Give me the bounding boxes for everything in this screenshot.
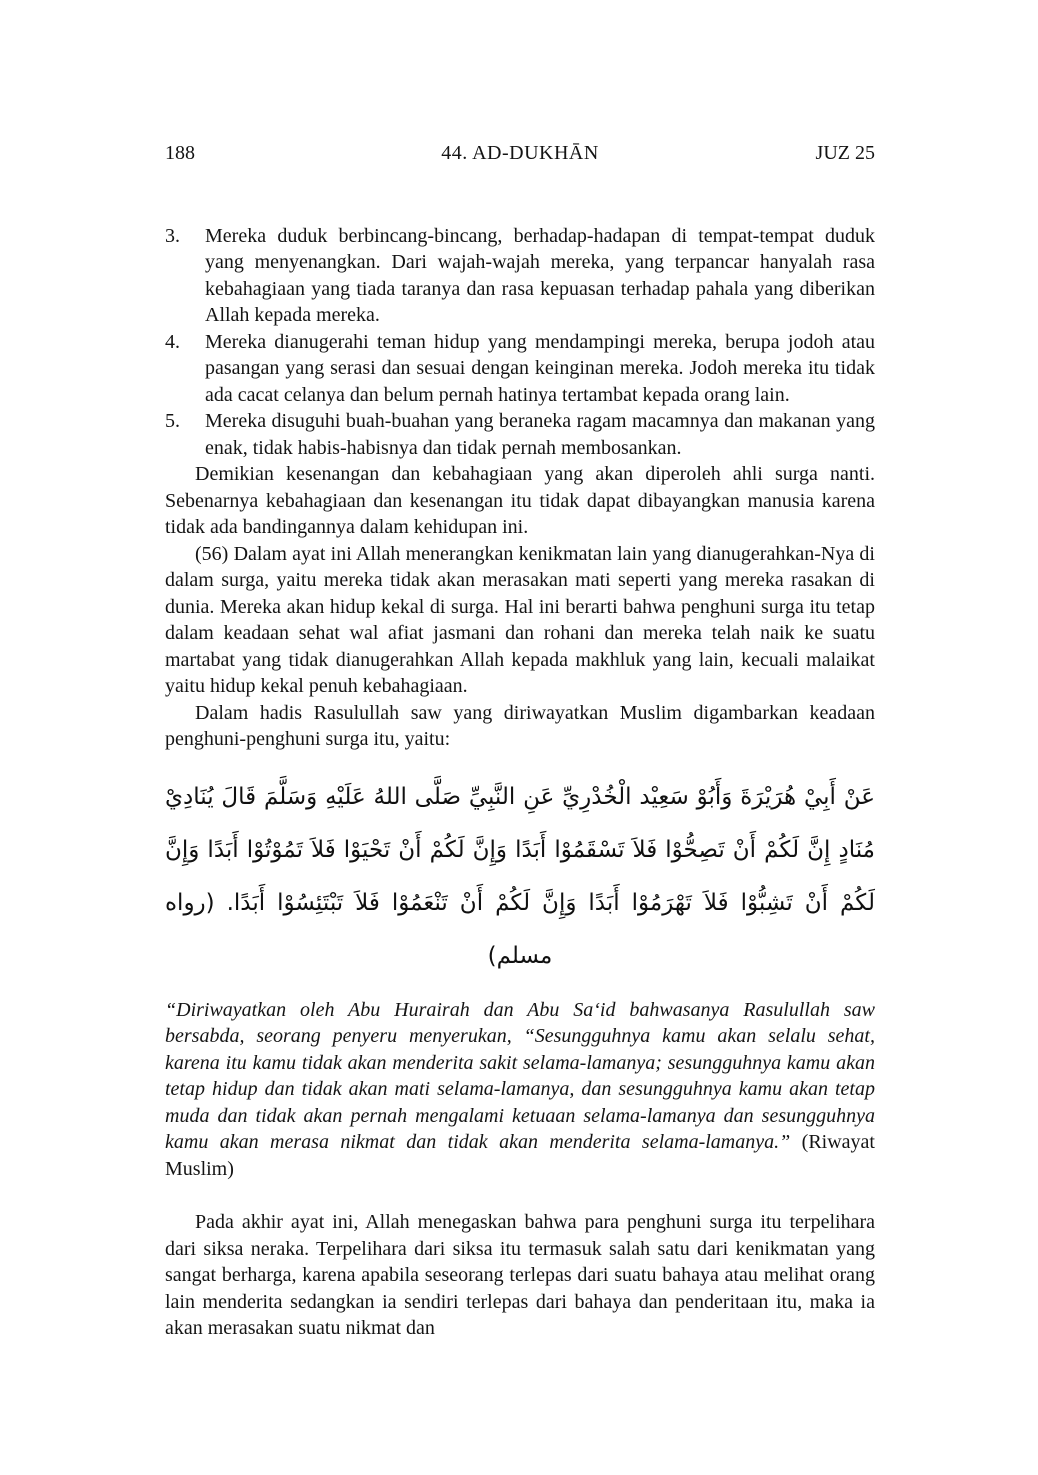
paragraph: Demikian kesenangan dan kebahagiaan yang akan diperoleh ahli surga nanti. Sebenarnya kebahagiaan dan kesenangan itu tidak dapat dibayangkan manusia karena tidak ada bandingannya dalam kehidupan ini. bbox=[165, 463, 875, 538]
page-number: 188 bbox=[165, 142, 195, 164]
page-header bbox=[165, 140, 875, 167]
list-item bbox=[165, 223, 875, 329]
hadith-translation-text: “Diriwayatkan oleh Abu Hurairah dan Abu Sa‘id bahwasanya Rasulullah saw bersabda, seorang penyeru menyerukan, “Sesungguhnya kamu akan selalu sehat, karena itu kamu tidak akan menderita sakit selama-lamanya; sesungguhnya kamu akan tetap hidup dan tidak akan mati selama-lamanya, dan sesungguhnya kamu akan tetap muda dan tidak akan pernah mengalami ketuaan selama-lamanya dan sesungguhnya kamu akan merasa nikmat dan tidak akan menderita selama-lamanya.” bbox=[165, 998, 875, 1153]
list-item-text: Mereka dianugerahi teman hidup yang mendampingi mereka, berupa jodoh atau pasangan yang serasi dan sesuai dengan keinginan mereka. Jodoh mereka itu tidak ada cacat celanya dan belum pernah hatinya tertambat kepada orang lain. bbox=[205, 330, 875, 406]
list-item bbox=[165, 408, 875, 461]
juz-label: JUZ 25 bbox=[815, 142, 875, 164]
list-item-number: 5. bbox=[165, 410, 180, 432]
list-item bbox=[165, 329, 875, 409]
paragraph: (56) Dalam ayat ini Allah menerangkan kenikmatan lain yang dianugerahkan-Nya di dalam surga, yaitu mereka tidak akan merasakan mati seperti yang mereka rasakan di dunia. Mereka akan hidup kekal di surga. Hal ini berarti bahwa penghuni surga itu tetap dalam keadaan sehat wal afiat jasmani dan rohani dan mereka telah naik ke suatu martabat yang tidak dianugerahkan Allah kepada makhluk yang lain, kecuali malaikat yaitu hidup kekal penuh kebahagiaan. bbox=[165, 542, 875, 697]
list-item-text: Mereka duduk berbincang-bincang, berhadap-hadapan di tempat-tempat duduk yang menyenangkan. Dari wajah-wajah mereka, yang terpancar hanyalah rasa kebahagiaan yang tiada taranya dan rasa kepuasan terhadap pahala yang diberikan Allah kepada mereka. bbox=[205, 224, 875, 326]
chapter-title: 44. AD-DUKHĀN bbox=[441, 142, 599, 164]
closing-paragraph: Pada akhir ayat ini, Allah menegaskan bahwa para penghuni surga itu terpelihara dari siksa neraka. Terpelihara dari siksa itu termasuk salah satu dari kenikmatan yang sangat berharga, karena apabila seseorang terlepas dari suatu bahaya atau melihat orang lain menderita sedangkan ia sendiri terlepas dari bahaya dan penderitaan itu, maka ia akan merasakan suatu nikmat dan bbox=[165, 1211, 875, 1339]
hadith-translation bbox=[165, 997, 875, 1183]
list-item-number: 4. bbox=[165, 330, 180, 353]
list-item-number: 3. bbox=[165, 224, 180, 247]
hadith-arabic-text: عَنْ أَبِيْ هُرَيْرَةَ وَأَبُوْ سَعِيْد الْخُدْرِيِّ عَنِ النَّبِيِّ صَلَّى اللهُ عَلَيْهِ وَسَلَّمَ قَالَ يُنَادِيْ مُنَادٍ إِنَّ لَكُمْ أَنْ تَصِحُّوْا فَلاَ تَسْقَمُوْا أَبَدًا وَإِنَّ لَكُمْ أَنْ تَحْيَوْا فَلاَ تَمُوْتُوْا أَبَدًا وَإِنَّ لَكُمْ أَنْ تَشِبُّوْا فَلاَ تَهْرَمُوْا أَبَدًا وَإِنَّ لَكُمْ أَنْ تَنْعَمُوْا فَلاَ تَبْتَئِسُوْا أَبَدًا. (رواه مسلم) bbox=[165, 783, 875, 969]
page-content bbox=[165, 223, 875, 1342]
paragraph: Dalam hadis Rasulullah saw yang diriwayatkan Muslim digambarkan keadaan penghuni-penghuni surga itu, yaitu: bbox=[165, 701, 875, 750]
list-item-text: Mereka disuguhi buah-buahan yang beraneka ragam macamnya dan makanan yang enak, tidak habis-habisnya dan tidak pernah membosankan. bbox=[205, 410, 875, 459]
hadith-source: (Riwayat Muslim) bbox=[165, 1131, 875, 1180]
